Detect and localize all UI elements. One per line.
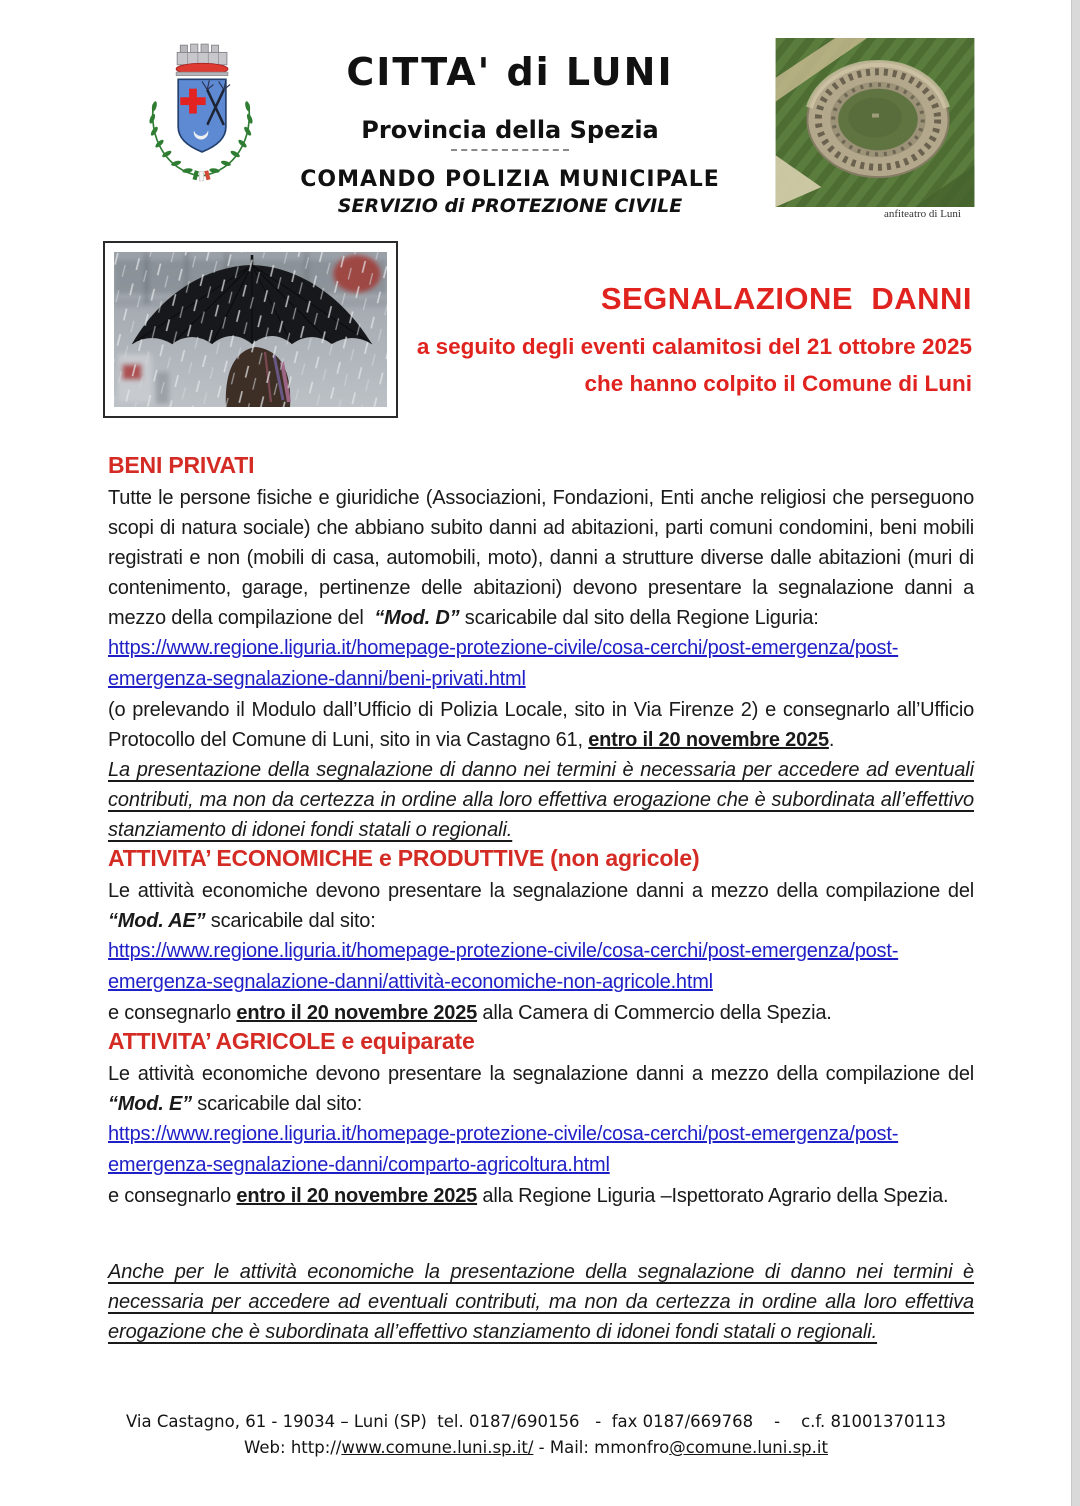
mod-d-reference: “Mod. D”	[374, 607, 460, 629]
footer-web-link[interactable]: www.comune.luni.sp.it/	[341, 1438, 534, 1457]
banner-subtitle-line1: a seguito degli eventi calamitosi del 21 ottobre 2025	[416, 334, 972, 359]
attivita-agricole-paragraph	[108, 1059, 974, 1119]
attivita-economiche-paragraph	[108, 876, 974, 936]
footer-text: Web: http://	[244, 1438, 342, 1457]
footer-contacts-line	[0, 1438, 1072, 1457]
paragraph-text: Le attività economiche devono presentare la segnalazione danni a mezzo della compilazione del	[108, 1063, 974, 1085]
deadline-emphasis: entro il 20 novembre 2025	[236, 1185, 478, 1207]
paragraph-text: alla Camera di Commercio della Spezia.	[477, 1002, 832, 1024]
section-heading-attivita-economiche: ATTIVITA’ ECONOMICHE e PRODUTTIVE (non agricole)	[108, 845, 700, 871]
paragraph-text: .	[828, 729, 835, 751]
luni-coat-of-arms-icon	[138, 42, 264, 182]
paragraph-text: (o prelevando il Modulo dall’Ufficio di Polizia Locale, sito in Via Firenze 2) e consegnarlo all’Ufficio Protocollo del Comune di Luni, sito in via Castagno 61,	[108, 699, 974, 751]
crescent	[194, 121, 209, 139]
paragraph-text: scaricabile dal sito:	[205, 910, 376, 932]
paragraph-text: e consegnarlo	[108, 1002, 237, 1024]
paragraph-text: scaricabile dal sito:	[191, 1093, 363, 1115]
dashed-divider	[451, 148, 569, 151]
page-title: CITTA' di LUNI	[346, 50, 674, 94]
rain-umbrella-photo	[103, 241, 398, 418]
link-attivita-agricole[interactable]: https://www.regione.liguria.it/homepage-protezione-civile/cosa-cerchi/post-emergenza/post-emergenza-segnalazione-danni/comparto-agricoltura.html	[108, 1123, 899, 1176]
rain-streaks	[114, 252, 387, 407]
header-command: COMANDO POLIZIA MUNICIPALE	[300, 167, 720, 192]
footer-address-line: Via Castagno, 61 - 19034 – Luni (SP) tel. 0187/690156 - fax 0187/669768 - c.f. 81001370113	[126, 1412, 946, 1431]
mod-ae-reference: “Mod. AE”	[108, 910, 206, 932]
banner-subtitle-line2: che hanno colpito il Comune di Luni	[584, 371, 972, 396]
mod-e-reference: “Mod. E”	[108, 1093, 192, 1115]
beni-privati-delivery-paragraph	[108, 695, 974, 755]
deadline-emphasis: entro il 20 novembre 2025	[588, 729, 829, 751]
page-edge-strip	[1071, 0, 1080, 1506]
crown	[176, 44, 228, 76]
banner-title: SEGNALAZIONE DANNI	[600, 281, 972, 316]
link-attivita-economiche[interactable]: https://www.regione.liguria.it/homepage-protezione-civile/cosa-cerchi/post-emergenza/post-emergenza-segnalazione-danni/attività-economiche-non-agricole.html	[108, 940, 899, 993]
attivita-agricole-delivery-paragraph	[108, 1181, 974, 1211]
paragraph-text: Le attività economiche devono presentare la segnalazione danni a mezzo della compilazione del	[108, 880, 974, 902]
beni-privati-note: La presentazione della segnalazione di danno nei termini è necessaria per accedere ad eventuali contributi, ma non da certezza in ordine alla loro effettiva erogazione che è subordinata all’effettivo stanziamento di idonei fondi statali o regionali.	[108, 759, 974, 841]
section-heading-attivita-agricole: ATTIVITA’ AGRICOLE e equiparate	[108, 1028, 475, 1054]
paragraph-text: e consegnarlo	[108, 1185, 237, 1207]
deadline-emphasis: entro il 20 novembre 2025	[236, 1002, 478, 1024]
final-note: Anche per le attività economiche la presentazione della segnalazione di danno nei termini è necessaria per accedere ad eventuali contributi, ma non da certezza in ordine alla loro effettiva erogazione che è subordinata all’effettivo stanziamento di idonei fondi statali o regionali.	[108, 1261, 974, 1343]
paragraph-text: scaricabile dal sito della Regione Liguria:	[459, 607, 819, 629]
header-subtitle: Provincia della Spezia	[361, 116, 659, 144]
attivita-economiche-delivery-paragraph	[108, 998, 974, 1028]
tricolor-ribbon	[193, 170, 211, 181]
amphitheater-photo	[775, 38, 975, 207]
header-service: SERVIZIO di PROTEZIONE CIVILE	[337, 195, 683, 217]
footer-mail-link[interactable]: @comune.luni.sp.it	[669, 1438, 828, 1457]
section-heading-beni-privati: BENI PRIVATI	[108, 452, 255, 478]
amphitheater-caption: anfiteatro di Luni	[884, 208, 961, 220]
footer-text: - Mail: mmonfro	[533, 1438, 670, 1457]
link-beni-privati[interactable]: https://www.regione.liguria.it/homepage-protezione-civile/cosa-cerchi/post-emergenza/post-emergenza-segnalazione-danni/beni-privati.html	[108, 637, 899, 690]
paragraph-text: Tutte le persone fisiche e giuridiche (Associazioni, Fondazioni, Enti anche religiosi che perseguono scopi di natura sociale) che abbiano subito danni ad abitazioni, parti comuni condomini, beni mobili registrati e non (mobili di casa, automobili, moto), danni a strutture diverse dalle abitazioni (muri di contenimento, garage, pertinenze delle abitazioni) devono presentare la segnalazione danni a mezzo della compilazione del	[108, 487, 974, 629]
paragraph-text: alla Regione Liguria –Ispettorato Agrario della Spezia.	[477, 1185, 949, 1207]
beni-privati-paragraph	[108, 483, 974, 633]
